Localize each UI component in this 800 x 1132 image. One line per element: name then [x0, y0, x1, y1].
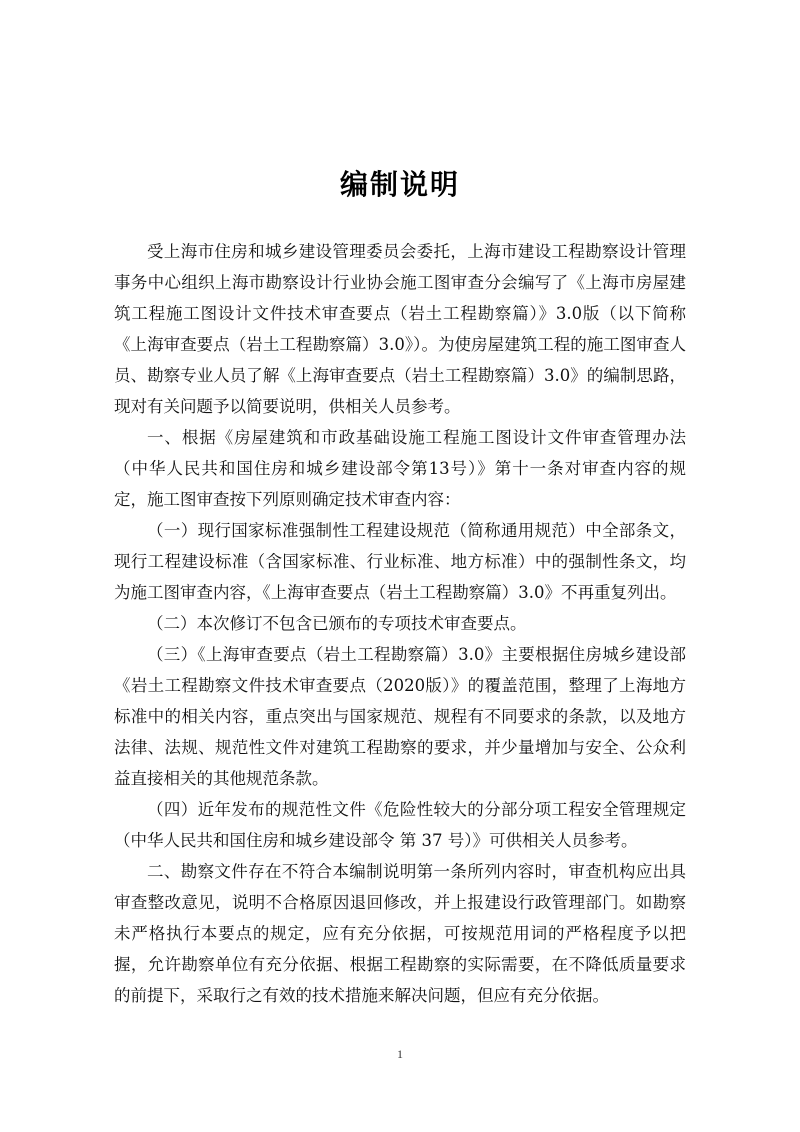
page-number: 1: [397, 1047, 403, 1061]
section-two-paragraph: 二、勘察文件存在不符合本编制说明第一条所列内容时，审查机构应出具审查整改意见，说明不合格原因退回修改，并上报建设行政管理部门。如勘察未严格执行本要点的规定，应有充分依据，可按规范用词的严格程度予以把握，允许勘察单位有充分依据、根据工程勘察的实际需要，在不降低质量要求的前提下，采取行之有效的技术措施来解决问题，但应有充分依据。: [114, 862, 686, 1005]
section-one-paragraph: 一、根据《房屋建筑和市政基础设施工程施工图设计文件审查管理办法（中华人民共和国住房和城乡建设部令第13号）》第十一条对审查内容的规定，施工图审查按下列原则确定技术审查内容：: [114, 428, 686, 509]
intro-paragraph: 受上海市住房和城乡建设管理委员会委托，上海市建设工程勘察设计管理事务中心组织上海市勘察设计行业协会施工图审查分会编写了《上海市房屋建筑工程施工图设计文件技术审查要点（岩土工程勘察篇）》3.0版（以下简称《上海审查要点（岩土工程勘察篇）3.0》）。为使房屋建筑工程的施工图审查人员、勘察专业人员了解《上海审查要点（岩土工程勘察篇）3.0》的编制思路，现对有关问题予以简要说明，供相关人员参考。: [114, 242, 686, 416]
item-three-paragraph: （三）《上海审查要点（岩土工程勘察篇）3.0》主要根据住房城乡建设部《岩土工程勘察文件技术审查要点（2020版）》的覆盖范围，整理了上海地方标准中的相关内容，重点突出与国家规范、规程有不同要求的条款，以及地方法律、法规、规范性文件对建筑工程勘察的要求，并少量增加与安全、公众利益直接相关的其他规范条款。: [114, 645, 686, 788]
item-four-paragraph: （四）近年发布的规范性文件《危险性较大的分部分项工程安全管理规定（中华人民共和国住房和城乡建设部令 第 37 号）》可供相关人员参考。: [114, 800, 686, 850]
item-two-paragraph: （二）本次修订不包含已颁布的专项技术审查要点。: [147, 614, 527, 633]
document-body: [114, 236, 686, 1011]
page-title: 编制说明: [339, 168, 460, 201]
item-one-paragraph: （一）现行国家标准强制性工程建设规范（简称通用规范）中全部条文，现行工程建设标准（含国家标准、行业标准、地方标准）中的强制性条文，均为施工图审查内容，《上海审查要点（岩土工程勘察篇）3.0》不再重复列出。: [114, 521, 686, 602]
